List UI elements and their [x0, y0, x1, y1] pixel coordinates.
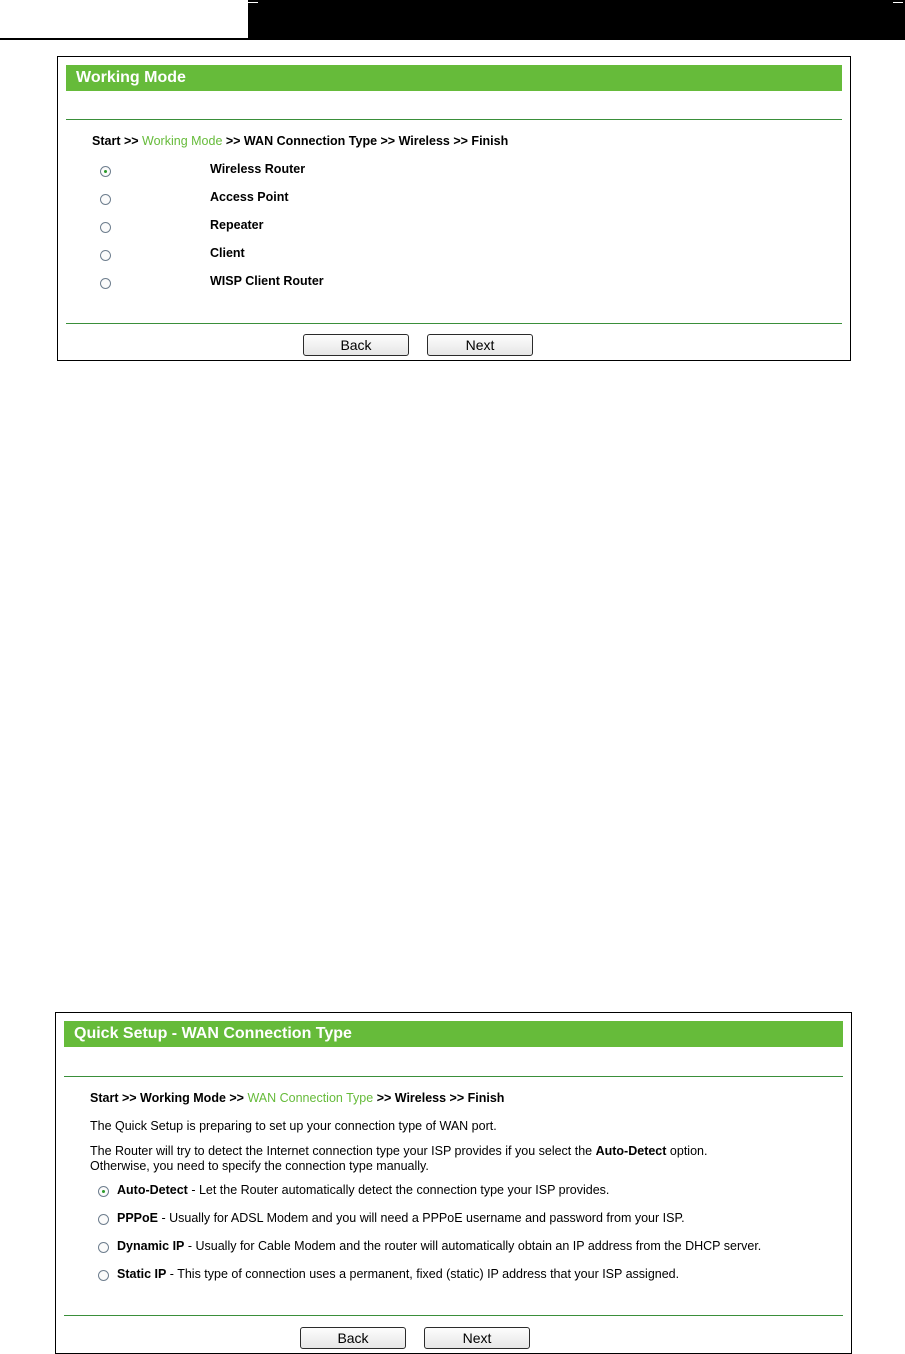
- page-header-rule: [0, 38, 905, 40]
- radio-access-point[interactable]: [100, 194, 111, 205]
- radio-pppoe[interactable]: [98, 1214, 109, 1225]
- breadcrumb-rest: >> Wireless >> Finish: [373, 1091, 505, 1105]
- back-button[interactable]: Back: [300, 1327, 406, 1349]
- header-corner-mark-left: [248, 2, 258, 3]
- mode-label-wisp-client-router: WISP Client Router: [210, 274, 324, 288]
- radio-static-ip[interactable]: [98, 1270, 109, 1281]
- panel-title: Working Mode: [66, 65, 842, 91]
- breadcrumb: [92, 134, 508, 148]
- header-corner-mark-right: [893, 2, 903, 3]
- divider: [64, 1315, 843, 1316]
- option-name: PPPoE: [117, 1211, 158, 1225]
- radio-dynamic-ip[interactable]: [98, 1242, 109, 1253]
- mode-label-client: Client: [210, 246, 245, 260]
- breadcrumb-active-step: WAN Connection Type: [247, 1091, 374, 1105]
- mode-label-access-point: Access Point: [210, 190, 289, 204]
- breadcrumb: [90, 1091, 504, 1105]
- option-desc: - This type of connection uses a permanent, fixed (static) IP address that your ISP assigned.: [166, 1267, 680, 1281]
- option-static-ip: [117, 1267, 679, 1281]
- detect-text-after: option.: [666, 1144, 708, 1158]
- detect-text-before: The Router will try to detect the Internet connection type your ISP provides if you select the: [90, 1144, 596, 1158]
- breadcrumb-start: Start >>: [92, 134, 143, 148]
- option-auto-detect: [117, 1183, 609, 1197]
- mode-label-wireless-router: Wireless Router: [210, 162, 306, 176]
- mode-label-repeater: Repeater: [210, 218, 264, 232]
- radio-wireless-router[interactable]: [100, 166, 111, 177]
- option-name: Auto-Detect: [117, 1183, 188, 1197]
- panel-title: Quick Setup - WAN Connection Type: [64, 1021, 843, 1047]
- radio-auto-detect[interactable]: [98, 1186, 109, 1197]
- next-button[interactable]: Next: [427, 334, 533, 356]
- divider: [66, 323, 842, 324]
- option-dynamic-ip: [117, 1239, 761, 1253]
- next-button[interactable]: Next: [424, 1327, 530, 1349]
- detect-explanation: [90, 1144, 707, 1158]
- option-name: Static IP: [117, 1267, 167, 1281]
- breadcrumb-rest: >> WAN Connection Type >> Wireless >> Finish: [222, 134, 509, 148]
- detect-text-bold: Auto-Detect: [595, 1144, 667, 1158]
- option-desc: - Let the Router automatically detect the connection type your ISP provides.: [187, 1183, 610, 1197]
- page-header-left: [0, 0, 248, 40]
- intro-text: The Quick Setup is preparing to set up your connection type of WAN port.: [90, 1119, 497, 1133]
- option-desc: - Usually for Cable Modem and the router will automatically obtain an IP address from the DHCP server.: [184, 1239, 762, 1253]
- page-header-bar: [248, 0, 905, 38]
- wan-connection-type-panel: [55, 1012, 852, 1354]
- option-desc: - Usually for ADSL Modem and you will need a PPPoE username and password from your ISP.: [158, 1211, 685, 1225]
- option-pppoe: [117, 1211, 685, 1225]
- radio-wisp-client-router[interactable]: [100, 278, 111, 289]
- back-button[interactable]: Back: [303, 334, 409, 356]
- divider: [64, 1076, 843, 1077]
- breadcrumb-active-step: Working Mode: [142, 134, 223, 148]
- radio-repeater[interactable]: [100, 222, 111, 233]
- option-name: Dynamic IP: [117, 1239, 185, 1253]
- working-mode-panel: [57, 56, 851, 361]
- detect-explanation-line2: Otherwise, you need to specify the connection type manually.: [90, 1159, 429, 1173]
- radio-client[interactable]: [100, 250, 111, 261]
- divider: [66, 119, 842, 120]
- breadcrumb-start: Start >> Working Mode >>: [90, 1091, 248, 1105]
